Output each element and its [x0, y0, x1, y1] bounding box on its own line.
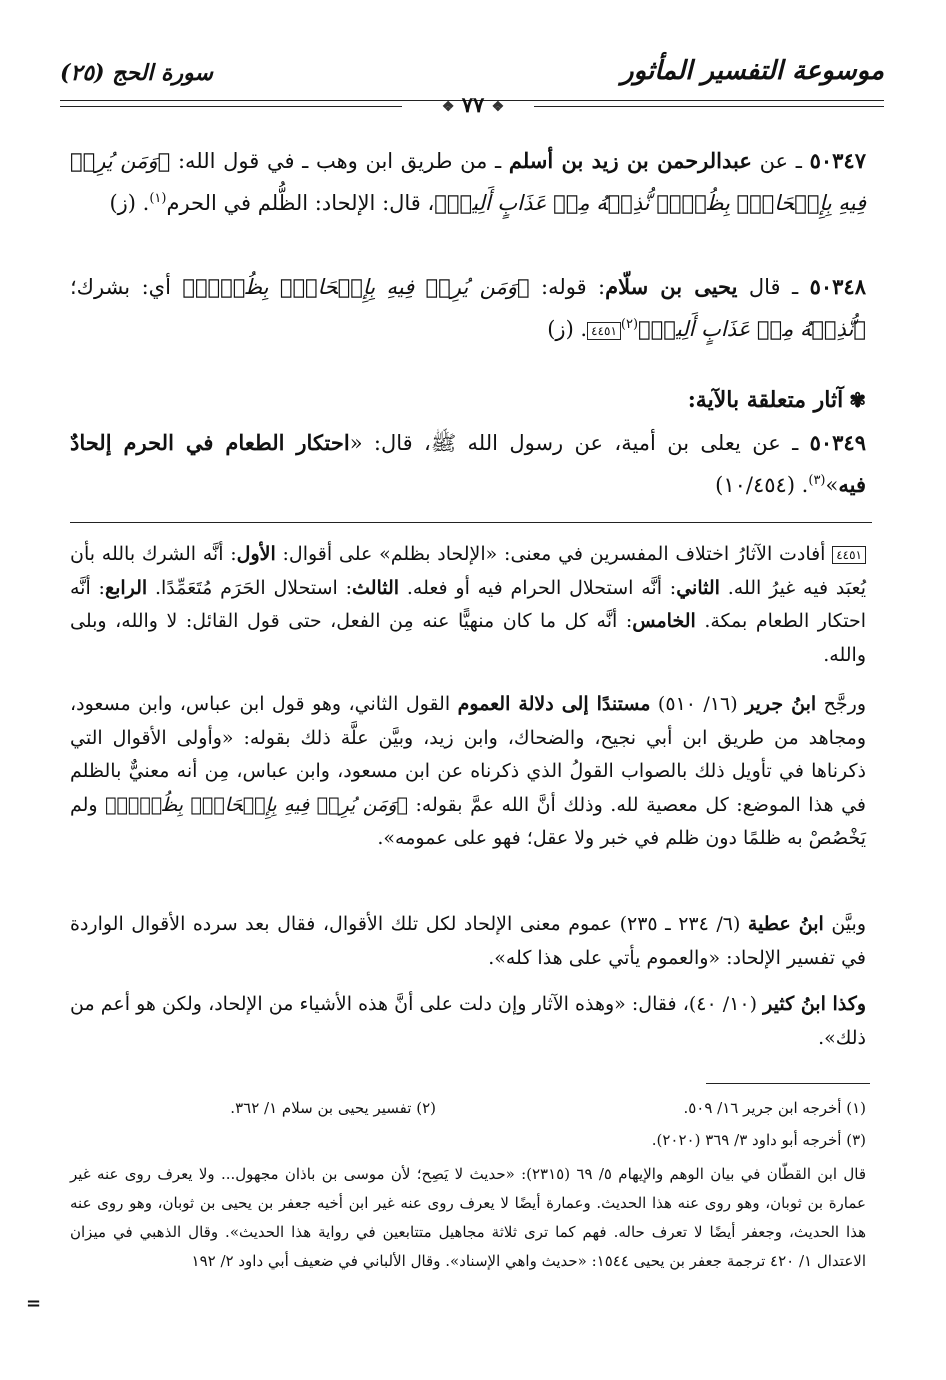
note-keyword: الثاني — [676, 576, 720, 599]
commentary-note — [70, 908, 866, 975]
flower-ornament-icon: ✾ — [849, 388, 866, 412]
note-keyword: الثالث — [352, 576, 400, 599]
footnote-3-continued: قال ابن القطّان في بيان الوهم والإيهام ٥/ ٦٩ (٢٣١٥): «حديث لا يَصِح؛ لأن موسى بن باذان مجهول... ولا يعرف روى عنه غير عمارة بن ثوبان، وهو روى عنه هذا الحديث. وعمارة أيضًا لا يعرف روى عنه غير ابن أخيه جعفر بن يحيى بن ثوبان، وهو روى عنه هذا الحديث، وجعفر أيضًا لا تعرف حاله. فهم كما ترى ثلاثة مجاهيل متتابعين في رواية هذا الحديث». وقال الذهبي في ميزان الاعتدال ١/ ٤٢٠ ترجمة جعفر بن يحيى ١٥٤٤: «حديث واهي الإسناد». وقال الألباني في ضعيف أبي داود ٢/ ١٩٢ — [70, 1165, 867, 1270]
section-title: آثار متعلقة بالآية: — [687, 387, 844, 413]
entry-text: أي: بشرك؛ — [70, 275, 183, 299]
footnote-1: (١) أخرجه ابن جرير ١٦/ ٥٠٩. — [683, 1099, 866, 1117]
commentary-note — [70, 988, 866, 1055]
entry-text: » — [825, 473, 839, 497]
footnotes-separator — [706, 1083, 870, 1084]
footnote-ref[interactable]: (٣) — [808, 473, 826, 488]
note-text: القول الثاني، وهو قول ابن عباس، وابن مسعود، ومجاهد من طريق ابن أبي نجيح، والضحاك، وابن زيد، وبيَّن علَّة ذلك بقوله: «وأولى الأقوال التي ذكرناها في تأويل ذلك بالصواب القولُ الذي ذكرناه عن ابن مسعود، وابن عباس، مِن أنه معنيٌّ بالظلم في هذا الموضع: كل معصية لله. وذلك أنَّ الله عمَّ بقوله: — [70, 693, 866, 816]
page-number-row — [0, 92, 946, 117]
entry-number: ٥٠٣٤٩ — [809, 430, 866, 455]
commentary-note — [70, 688, 866, 856]
entry-text: ـ عن يعلى بن أمية، عن رسول الله ﷺ، قال: « — [349, 431, 799, 455]
note-text: : أنَّه احتكار الطعام بمكة. — [70, 576, 866, 632]
note-text: ورجَّح — [816, 693, 867, 715]
note-text: : أنَّه الشرك بالله بأن يُعبَد فيه غيرُ الله. — [70, 543, 866, 599]
note-text: أفادت الآثارُ اختلاف المفسرين في معنى: «الإلحاد بظلم» على أقوال: — [275, 543, 826, 565]
ornament-icon: ❖ — [491, 98, 505, 115]
note-keyword: الأول — [236, 543, 276, 565]
ornament-icon: ❖ — [441, 98, 455, 115]
note-keyword: مستندًا إلى دلالة العموم — [457, 693, 651, 715]
hadith-entry — [70, 422, 866, 506]
continuation-mark: = — [26, 1293, 42, 1314]
note-text: (١٠/ ٤٠)، فقال: «وهذه الآثار وإن دلت على أنَّ هذه الأشياء من الإلحاد، ولكن هو أعم من ذلك». — [70, 993, 866, 1049]
entry-number: ٥٠٣٤٧ — [809, 148, 866, 173]
scholar-name: ابنُ جرير — [745, 693, 817, 715]
source-code: . (ز) — [547, 317, 588, 341]
entry-text: ـ من طريق ابن وهب ـ في قول الله: — [170, 149, 509, 173]
quran-verse: ﴿وَمَن يُرِدۡ فِيهِ بِإِلۡحَادِۢ بِظُلۡمٖ﴾ — [105, 793, 408, 816]
quran-verse: ﴿وَمَن يُرِدۡ فِيهِ بِإِلۡحَادِۢ بِظُلۡمٖ نُّذِقۡهُ مِنۡ عَذَابٍ أَلِيمٖ﴾ — [70, 149, 866, 215]
note-text: ولم يَخْصُصْ به ظلمًا دون ظلم في خبر ولا عقل؛ فهو على عمومه». — [70, 793, 866, 849]
volume-ref: . (١٠/٤٥٤) — [715, 473, 809, 497]
athar-entry — [70, 266, 866, 350]
narrator-name: يحيى بن سلّام — [605, 274, 738, 299]
athar-entry — [70, 140, 866, 224]
note-keyword: الخامس — [632, 610, 696, 632]
entry-text: ، قال: الإلحاد: الظُّلم في الحرم — [166, 191, 435, 215]
footnote-ref[interactable]: (٢) — [620, 317, 639, 332]
page-number: ٧٧ — [461, 92, 485, 117]
commentary-note — [70, 538, 866, 672]
hadith-text: احتكار الطعام في الحرم إلحادٌ فيه — [70, 430, 866, 497]
entry-text: ـ عن — [751, 149, 802, 173]
source-code: . (ز) — [109, 191, 150, 215]
scholar-name: ابنُ عطية — [747, 913, 824, 935]
entry-text: : قوله: — [529, 275, 606, 299]
note-text: وبيَّن — [823, 913, 867, 935]
note-text: : أنَّه كل ما كان منهيًّا عنه مِن الفعل، حتى قول القائل: لا والله، وبلى والله. — [70, 610, 866, 666]
footnote-ref[interactable]: (١) — [149, 191, 167, 206]
surah-number: (٢٥) — [60, 60, 105, 86]
entry-number: ٥٠٣٤٨ — [809, 274, 866, 299]
notes-separator — [70, 522, 872, 523]
footnote-2: (٢) تفسير يحيى بن سلام ١/ ٣٦٢. — [230, 1099, 436, 1117]
note-text: (٦/ ٢٣٤ ـ ٢٣٥) عموم معنى الإلحاد لكل تلك الأقوال، فقال بعد سرده الأقوال الواردة في تفسير الإلحاد: «والعموم يأتي على هذا كله». — [70, 913, 866, 969]
note-ref-box: ٤٤٥١ — [832, 546, 866, 564]
quran-verse: ﴿نُّذِقۡهُ مِنۡ عَذَابٍ أَلِيمٖ﴾ — [638, 317, 866, 341]
surah-label — [60, 60, 213, 86]
quran-verse: ﴿وَمَن يُرِدۡ فِيهِ بِإِلۡحَادِۢ بِظُلۡمٖ﴾ — [182, 275, 530, 299]
footnote-3: (٣) أخرجه أبو داود ٣/ ٣٦٩ (٢٠٢٠). — [651, 1131, 866, 1149]
surah-name: سورة الحج — [112, 60, 213, 86]
note-text: : أنَّه استحلال الحرام فيه أو فعله. — [399, 576, 677, 599]
section-heading — [70, 382, 866, 418]
book-title: موسوعة التفسير المأثور — [621, 56, 884, 86]
note-keyword: الرابع — [104, 576, 148, 599]
entry-text: ـ قال — [737, 275, 799, 299]
note-text: : استحلال الحَرَم مُتَعَمِّدًا. — [147, 576, 353, 599]
note-ref-box[interactable]: ٤٤٥١ — [587, 322, 621, 340]
note-text: (١٦/ ٥١٠) — [650, 693, 746, 715]
scholar-name: وكذا ابنُ كثير — [763, 993, 867, 1015]
narrator-name: عبدالرحمن بن زيد بن أسلم — [508, 148, 752, 173]
